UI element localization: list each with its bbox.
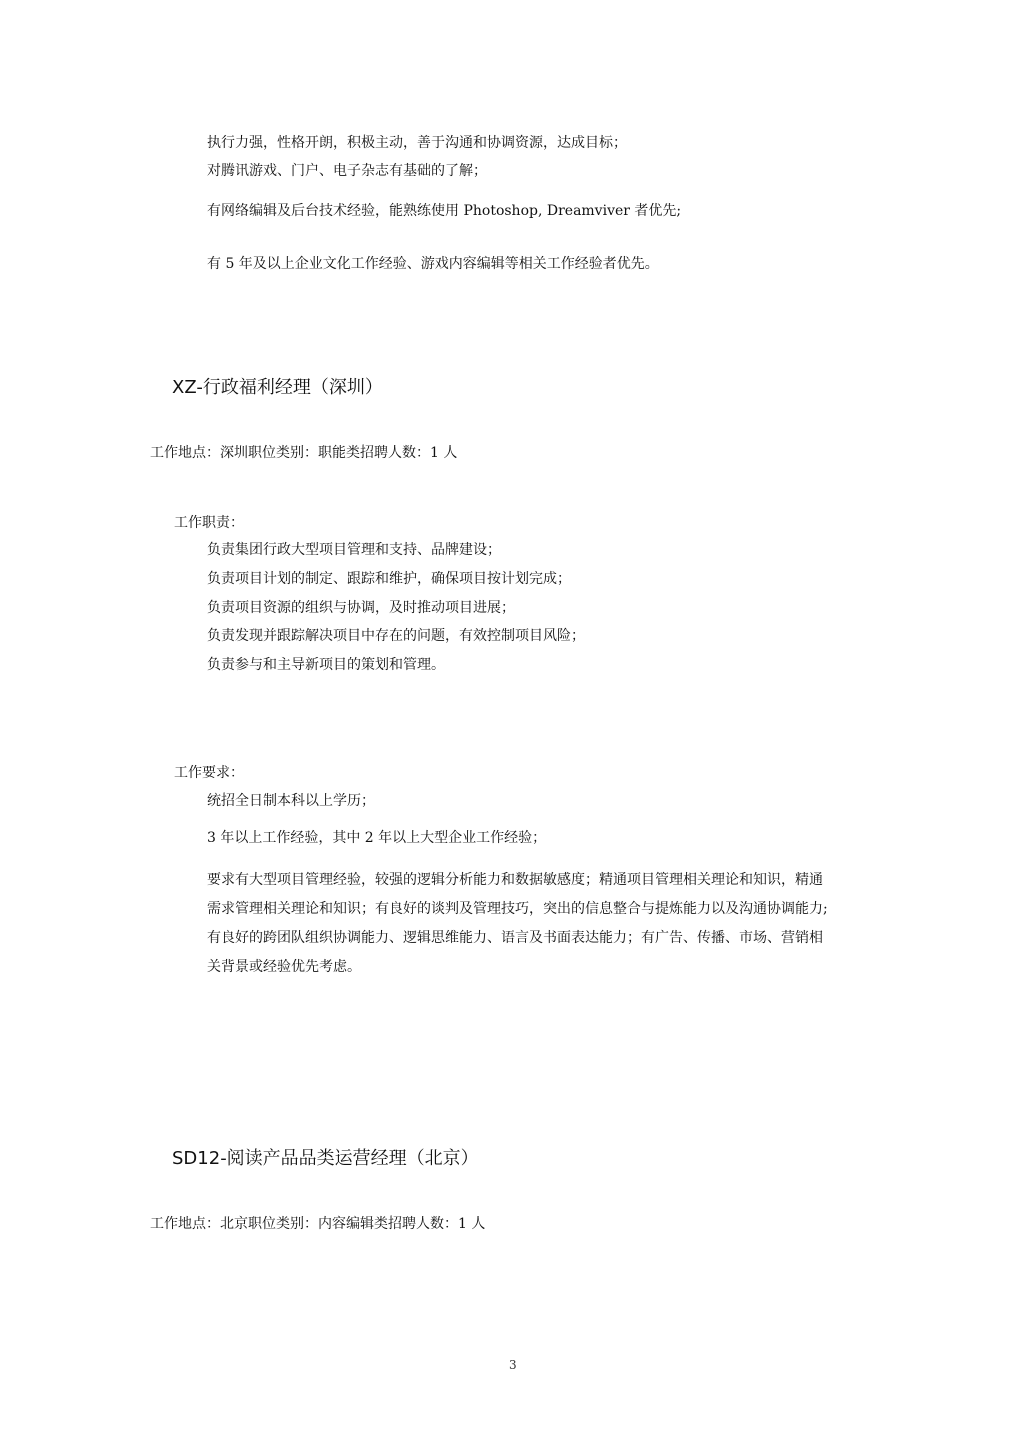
page-number: 3 bbox=[509, 1358, 517, 1372]
requirement-paragraph-line: 要求有大型项目管理经验，较强的逻辑分析能力和数据敏感度；精通项目管理相关理论和知识，精通 bbox=[207, 872, 823, 888]
requirement-line: 有网络编辑及后台技术经验，能熟练使用 Photoshop, Dreamviver 者优先; bbox=[207, 203, 682, 219]
job-info: 工作地点：深圳职位类别：职能类招聘人数：1 人 bbox=[150, 445, 458, 461]
duty-line: 负责项目计划的制定、跟踪和维护，确保项目按计划完成； bbox=[207, 571, 571, 587]
duty-line: 负责参与和主导新项目的策划和管理。 bbox=[207, 657, 445, 673]
requirement-item: 3 年以上工作经验，其中 2 年以上大型企业工作经验； bbox=[207, 830, 547, 846]
job-title: SD12-阅读产品品类运营经理（北京） bbox=[172, 1148, 479, 1169]
requirement-paragraph-line: 有良好的跨团队组织协调能力、逻辑思维能力、语言及书面表达能力；有广告、传播、市场、营销相 bbox=[207, 930, 823, 946]
requirement-paragraph-line: 关背景或经验优先考虑。 bbox=[207, 959, 361, 975]
requirement-line: 对腾讯游戏、门户、电子杂志有基础的了解； bbox=[207, 163, 487, 179]
job-info: 工作地点：北京职位类别：内容编辑类招聘人数：1 人 bbox=[150, 1216, 486, 1232]
requirements-label: 工作要求： bbox=[174, 765, 244, 781]
requirement-line: 有 5 年及以上企业文化工作经验、游戏内容编辑等相关工作经验者优先。 bbox=[207, 256, 659, 272]
requirement-paragraph-line: 需求管理相关理论和知识；有良好的谈判及管理技巧，突出的信息整合与提炼能力以及沟通协调能力; bbox=[207, 901, 828, 917]
duty-line: 负责集团行政大型项目管理和支持、品牌建设； bbox=[207, 542, 501, 558]
duty-line: 负责项目资源的组织与协调，及时推动项目进展； bbox=[207, 600, 515, 616]
duty-line: 负责发现并跟踪解决项目中存在的问题，有效控制项目风险； bbox=[207, 628, 585, 644]
job-title: XZ-行政福利经理（深圳） bbox=[172, 377, 383, 398]
requirement-line: 执行力强，性格开朗，积极主动，善于沟通和协调资源，达成目标； bbox=[207, 135, 627, 151]
requirement-item: 统招全日制本科以上学历； bbox=[207, 793, 375, 809]
duties-label: 工作职责： bbox=[174, 515, 244, 531]
